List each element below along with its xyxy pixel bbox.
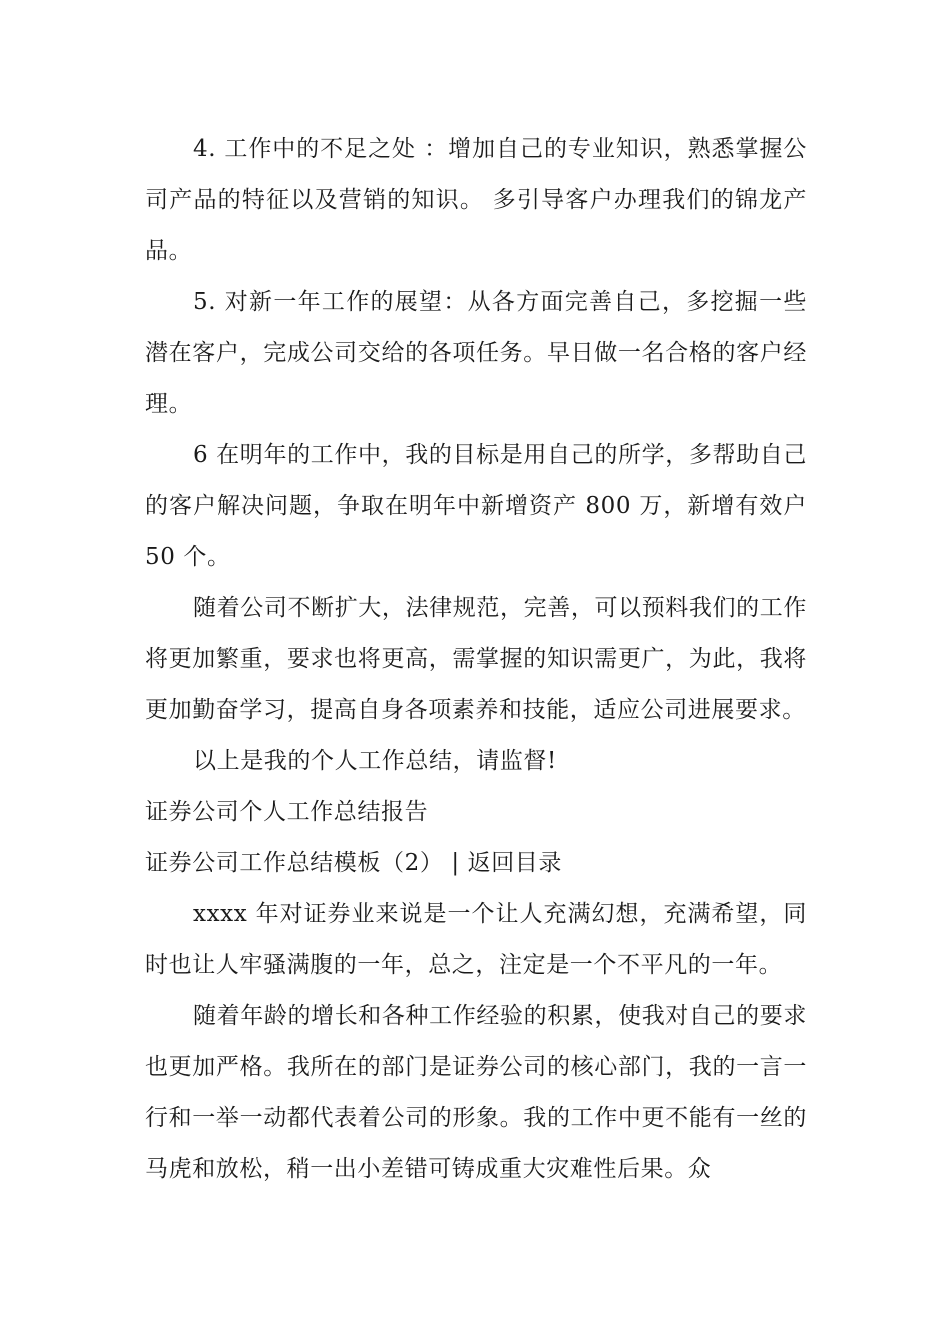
paragraph-expansion: 随着公司不断扩大，法律规范，完善，可以预料我们的工作将更加繁重，要求也将更高，需掌握的知识需更广，为此，我将更加勤奋学习，提高自身各项素养和技能，适应公司进展要求。	[145, 595, 807, 723]
subtitle-text: 证券公司工作总结模板（2）	[145, 850, 444, 876]
paragraph-year-review: xxxx 年对证券业来说是一个让人充满幻想，充满希望，同时也让人牢骚满腹的一年，总之，注定是一个不平凡的一年。	[145, 901, 807, 978]
back-to-contents-link[interactable]: 返回目录	[467, 850, 563, 876]
paragraph-goals: 6 在明年的工作中，我的目标是用自己的所学，多帮助自己的客户解决问题，争取在明年中新增资产 800 万，新增有效户 50 个。	[145, 442, 807, 570]
subtitle-line	[145, 838, 807, 889]
paragraph-requirements: 随着年龄的增长和各种工作经验的积累，使我对自己的要求也更加严格。我所在的部门是证券公司的核心部门，我的一言一行和一举一动都代表着公司的形象。我的工作中更不能有一丝的马虎和放松，稍一出小差错可铸成重大灾难性后果。众	[145, 1003, 807, 1182]
document-page	[145, 124, 807, 1195]
separator: |	[443, 850, 468, 876]
section-title: 证券公司个人工作总结报告	[145, 799, 429, 825]
paragraph-weaknesses: 4. 工作中的不足之处 ：增加自己的专业知识，熟悉掌握公司产品的特征以及营销的知识。 多引导客户办理我们的锦龙产品。	[145, 136, 807, 264]
paragraph-closing: 以上是我的个人工作总结，请监督!	[193, 748, 557, 774]
paragraph-outlook: 5. 对新一年工作的展望：从各方面完善自己，多挖掘一些潜在客户，完成公司交给的各项任务。早日做一名合格的客户经理。	[145, 289, 807, 417]
